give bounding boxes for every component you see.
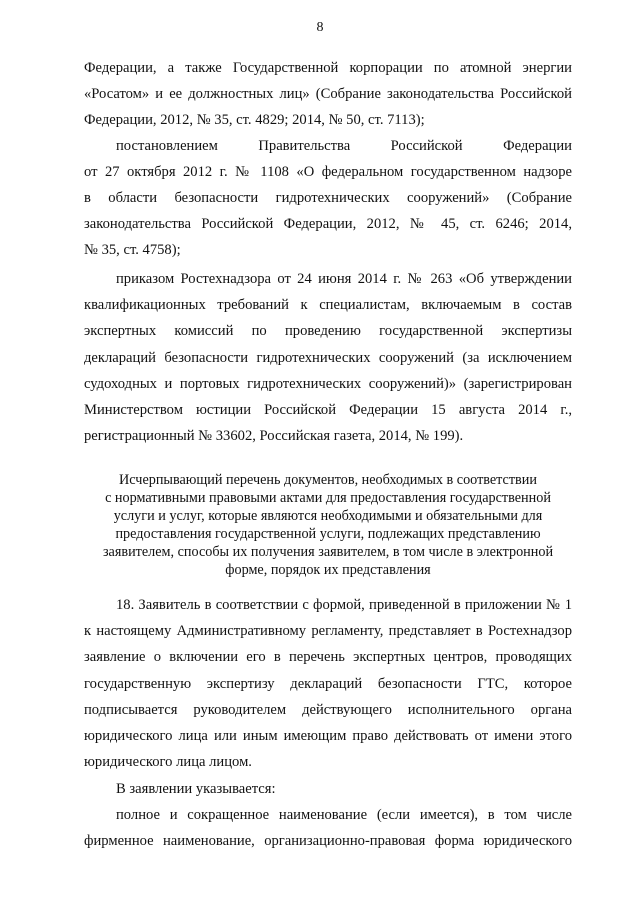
paragraph-line: полное и сокращенное наименование (если имеется), в том числе [116, 807, 572, 823]
section-heading-line: форме, порядок их представления [225, 562, 431, 578]
paragraph-line: Федерации, а также Государственной корпорации по атомной энергии [84, 60, 572, 76]
paragraph-line: экспертных комиссий по проведению государственной экспертизы [84, 323, 572, 339]
paragraph-line: Федерации, 2012, № 35, ст. 4829; 2014, № 50, ст. 7113); [84, 112, 425, 128]
section-heading-line: предоставления государственной услуги, подлежащих представлению [115, 526, 541, 542]
section-heading-line: Исчерпывающий перечень документов, необходимых в соответствии [119, 472, 537, 488]
section-heading-line: услуги и услуг, которые являются необходимыми и обязательными для [113, 508, 543, 524]
paragraph-line: регистрационный № 33602, Российская газета, 2014, № 199). [84, 428, 464, 444]
paragraph-line: «Росатом» и ее должностных лиц» (Собрание законодательства Российской [84, 86, 572, 102]
section-heading-line: заявителем, способы их получения заявителем, в том числе в электронной [102, 544, 554, 560]
page-number: 8 [316, 20, 324, 35]
paragraph-line: приказом Ростехнадзора от 24 июня 2014 г. № 263 «Об утверждении [116, 271, 572, 287]
paragraph-line: подписывается руководителем действующего исполнительного органа [84, 702, 572, 718]
paragraph-line: законодательства Российской Федерации, 2012, № 45, ст. 6246; 2014, [84, 216, 572, 232]
paragraph-line: судоходных и портовых гидротехнических сооружений)» (зарегистрирован [84, 376, 572, 392]
paragraph-line: постановлением Правительства Российской Федерации [116, 138, 572, 154]
paragraph-line: № 35, ст. 4758); [84, 242, 181, 258]
paragraph-line: от 27 октября 2012 г. № 1108 «О федеральном государственном надзоре [84, 164, 572, 180]
paragraph-line: В заявлении указывается: [116, 781, 276, 797]
paragraph-line: 18. Заявитель в соответствии с формой, приведенной в приложении № 1 [116, 597, 572, 613]
paragraph-line: заявление о включении его в перечень экспертных центров, проводящих [84, 649, 572, 665]
section-heading-line: с нормативными правовыми актами для предоставления государственной [105, 490, 551, 506]
paragraph-line: в области безопасности гидротехнических сооружений» (Собрание [84, 190, 572, 206]
paragraph-line: деклараций безопасности гидротехнических сооружений (за исключением [84, 350, 572, 366]
paragraph-line: юридического лица или иным имеющим право действовать от имени этого [84, 728, 572, 744]
paragraph-line: Министерством юстиции Российской Федерации 15 августа 2014 г., [84, 402, 572, 418]
paragraph-line: государственную экспертизу деклараций безопасности ГТС, которое [84, 676, 572, 692]
paragraph-line: квалификационных требований к специалистам, включаемым в состав [84, 297, 572, 313]
paragraph-line: к настоящему Административному регламенту, представляет в Ростехнадзор [84, 623, 572, 639]
paragraph-line: фирменное наименование, организационно-правовая форма юридического [84, 833, 572, 849]
paragraph-line: юридического лица лицом. [84, 754, 252, 770]
